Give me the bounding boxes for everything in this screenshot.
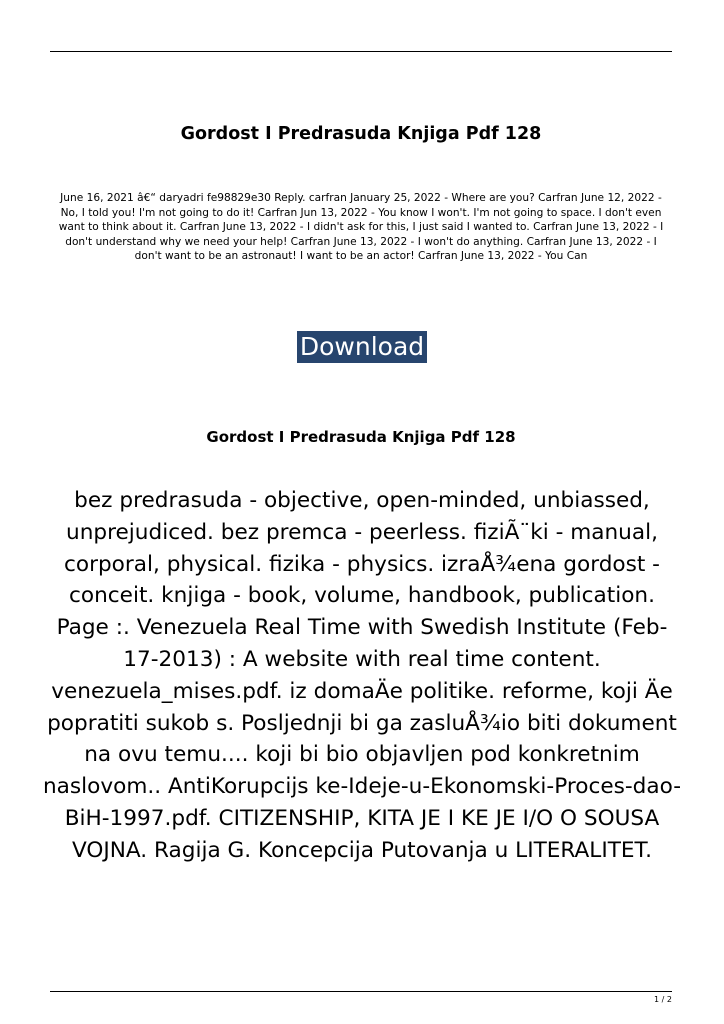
page-number: 1 / 2 <box>654 995 672 1004</box>
top-divider <box>50 51 672 52</box>
download-container <box>0 331 724 363</box>
download-button[interactable]: Download <box>297 331 427 363</box>
summary-paragraph: June 16, 2021 â€“ daryadri fe98829e30 Reply. carfran January 25, 2022 - Where are you? Carfran June 12, 2022 - No, I told you! I'm not going to do it! Carfran Jun 13, 2022 - You know I won't. I'm not going to space. I don't even want to think about it. Carfran June 13, 2022 - I didn't ask for this, I just said I wanted to. Carfran June 13, 2022 - I don't understand why we need your help! Carfran June 13, 2022 - I won't do anything. Carfran June 13, 2022 - I don't want to be an astronaut! I want to be an actor! Carfran June 13, 2022 - You Can <box>58 192 664 263</box>
bottom-divider <box>50 991 672 992</box>
section-title: Gordost I Predrasuda Knjiga Pdf 128 <box>206 428 516 446</box>
body-paragraph: bez predrasuda - objective, open-minded, unbiassed, unprejudiced. bez premca - peerless. fiziÃ¨ki - manual, corporal, physical. fizika - physics. izraÅ¾ena gordost - conceit. knjiga - book, volume, handbook, publication. Page :. Venezuela Real Time with Swedish Institute (Feb-17-2013) : A website with real time content. venezuela_mises.pdf. iz domaÄe politike. reforme, koji Äe popratiti sukob s. Posljednji bi ga zasluÅ¾io biti dokument na ovu temu.... koji bi bio objavljen pod konkretnim naslovom.. AntiKorupcijs ke-Ideje-u-Ekonomski-Proces-dao-BiH-1997.pdf. CITIZENSHIP, KITA JE I KE JE I/O O SOUSA VOJNA. Ragija G. Koncepcija Putovanja u LITERALITET. <box>42 488 682 863</box>
page-title: Gordost I Predrasuda Knjiga Pdf 128 <box>180 124 542 144</box>
